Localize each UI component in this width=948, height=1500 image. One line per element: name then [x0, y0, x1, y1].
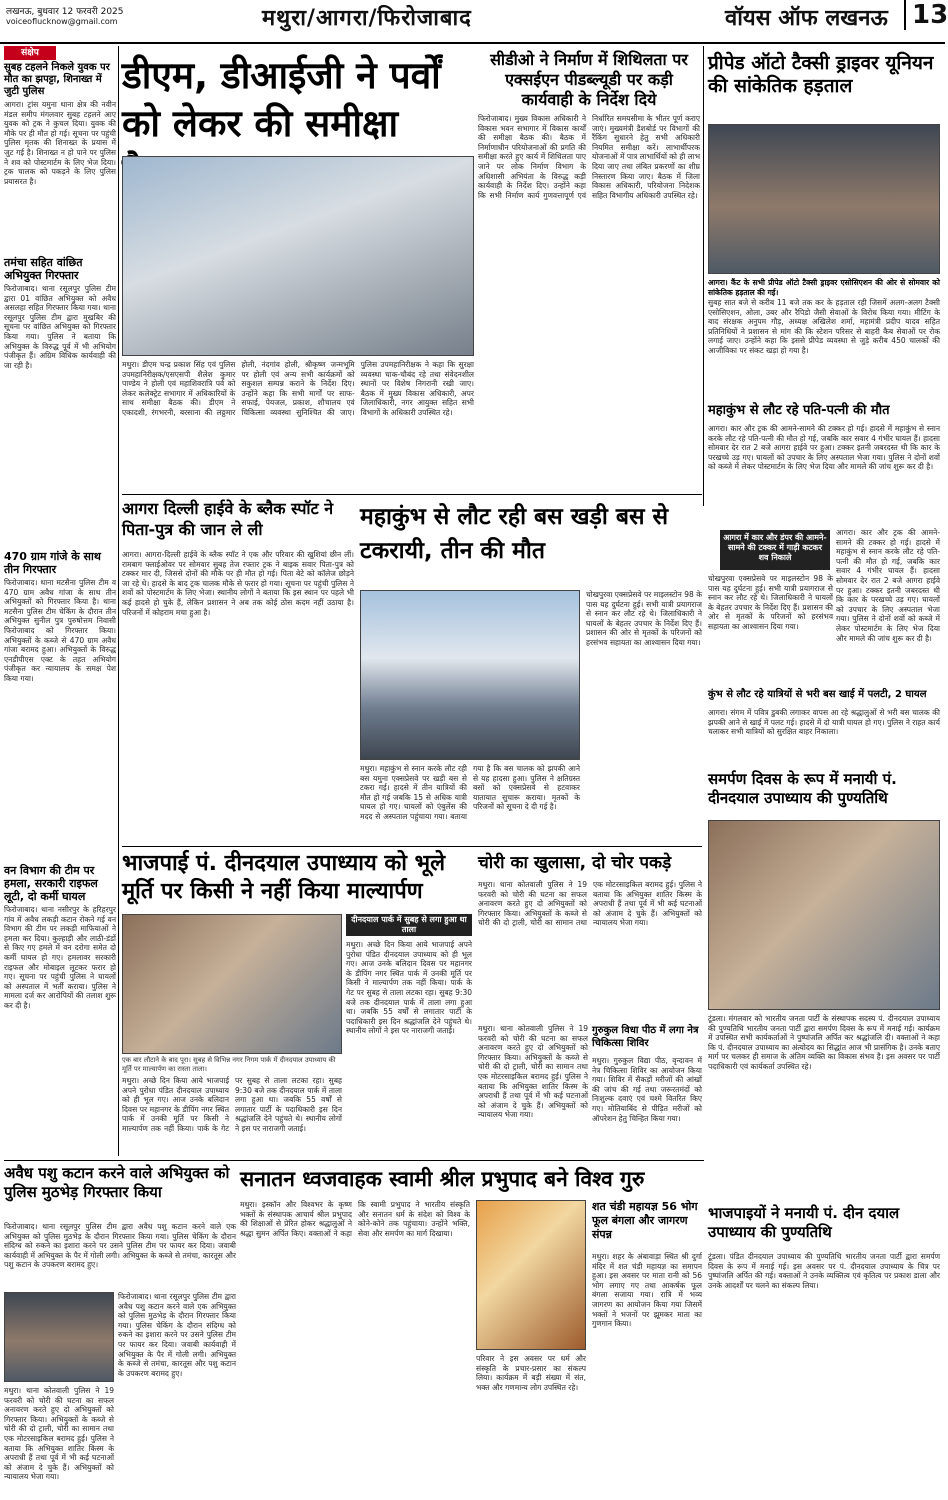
samarpan-photo — [708, 820, 940, 1010]
column-divider — [118, 46, 119, 1156]
sidebar-headline: वन विभाग की टीम पर हमला, सरकारी राइफल लूटी, दो कर्मी घायल — [4, 864, 98, 903]
sidebar-headline: सुबह टहलने निकले युवक पर मौत का झपट्टा, शिनाख्त में जुटी पुलिस — [4, 62, 110, 97]
prabhupad-photo — [476, 1200, 586, 1350]
pashu-photo — [4, 1292, 114, 1382]
murti-body: मथुरा। अच्छे दिन किया आये भाजपाई अपने पुरोधा पंडित दीनदयाल उपाध्याय को ही भूल गए। आज उनके बलिदान दिवस पर महानगर के डीपिंग नगर स्थित पार्क में उनकी मूर्ति पर किसी ने माल्यार्पण तक नहीं किया। पार्क के गेट पर सुबह से ताला लटका रहा। सुबह 9:30 बजे तक दीनदयाल पार्क में ताला लगा हुआ था। जबकि 55 वर्षों से लगातार पार्टी के पदाधिकारी इस दिन श्रद्धांजलि देने पहुंचते थे। स्थानीय लोगों ने इस पर नाराजगी जताई। — [122, 1076, 342, 1133]
auto-caption: आगरा। कैंट के सभी प्रीपेड ऑटो टैक्सी ड्राइवर एसोसिएशन की ओर से सोमवार को सांकेतिक हड़ताल की गई। — [708, 278, 940, 297]
sidebar-body: फिरोजाबाद। थाना रसूलपुर पुलिस टीम द्वारा 01 वांछित अभियुक्त को अवैध असलहा सहित गिरफ्तार किया गया। थाना रसूलपुर पुलिस टीम द्वारा मुखबिर की सूचना पर वांछित अभियुक्त को गिरफ्तार किया गया। पुलिस ने बताया कि अभियुक्त के विरुद्ध पूर्व में भी अभियोग पंजीकृत हैं। अग्रिम विधिक कार्यवाही की जा रही है। — [4, 284, 116, 370]
pashu-body-more: मथुरा। थाना कोतवाली पुलिस ने 19 फरवरी को चोरी की घटना का सफल अनावरण करते हुए दो अभियुक्तों को गिरफ्तार किया। अभियुक्तों के कब्जे से चोरी की दो ट्राली, चोरी का सामान तथा एक मोटरसाइकिल बरामद हुई। पुलिस ने बताया कि अभियुक्त शातिर किस्म के अपराधी हैं तथा पूर्व में भी कई घटनाओं को अंजाम दे चुके हैं। अभियुक्तों को न्यायालय भेजा गया। — [4, 1386, 114, 1482]
prabhupad-body: मथुरा। इस्कॉन और विश्वभर के कृष्ण भक्तों के संस्थापक आचार्य श्रील प्रभुपाद की शिक्षाओं से प्रेरित होकर श्रद्धालुओं ने श्रद्धा सुमन अर्पित किए। वक्ताओं ने कहा कि स्वामी प्रभुपाद ने भारतीय संस्कृति और सनातन धर्म के संदेश को विश्व के कोने-कोने तक पहुंचाया। उन्होंने भक्ति, सेवा और समर्पण का मार्ग दिखाया। — [240, 1200, 470, 1238]
kumbh-ghayal-body: आगरा। संगम में पवित्र डुबकी लगाकर वापस आ रहे श्रद्धालुओं से भरी बस चालक की झपकी आने से खाई में पलट गई। हादसे में दो यात्री घायल हो गए। पुलिस ने राहत कार्य चलाकर सभी यात्रियों को सुरक्षित बाहर निकाला। — [708, 708, 940, 737]
murti-side-body: मथुरा। अच्छे दिन किया आये भाजपाई अपने पुरोधा पंडित दीनदयाल उपाध्याय को ही भूल गए। आज उनके बलिदान दिवस पर महानगर के डीपिंग नगर स्थित पार्क में उनकी मूर्ति पर किसी ने माल्यार्पण तक नहीं किया। पार्क के गेट पर सुबह से ताला लटका रहा। सुबह 9:30 बजे तक दीनदयाल पार्क में ताला लगा हुआ था। जबकि 55 वर्षों से लगातार पार्टी के पदाधिकारी इस दिन श्रद्धांजलि देने पहुंचते थे। स्थानीय लोगों ने इस पर नाराजगी जताई। — [346, 940, 472, 1036]
bus-body: मथुरा। महाकुंभ से स्नान करके लौट रही बस यमुना एक्सप्रेसवे पर खड़ी बस से टकरा गई। हादसे में तीन यात्रियों की मौत हो गई जबकि 15 से अधिक यात्री घायल हो गए। घायलों को एंबुलेंस की मदद से अस्पताल पहुंचाया गया। बताया गया है कि बस चालक को झपकी आने से यह हादसा हुआ। पुलिस ने क्षतिग्रस्त बसों को एक्सप्रेसवे से हटवाकर यातायात सुचारू कराया। मृतकों के परिजनों को सूचना दे दी गई है। — [360, 764, 580, 821]
auto-headline: प्रीपेड ऑटो टैक्सी ड्राइवर यूनियन की सांकेतिक हड़ताल — [708, 52, 934, 97]
couple-pull-quote: आगरा में कार और डंपर की आमने-सामने की टक्कर में गाड़ी कटकर शव निकाले — [720, 530, 830, 570]
masthead — [0, 0, 948, 44]
sidebar-body: आगरा। ट्रांस यमुना थाना क्षेत्र की नवीन मंडल समीप मंगलवार सुबह टहलने आए युवक को ट्रक ने कुचल दिया। युवक की मौके पर ही मौत हो गई। सूचना पर पहुंची पुलिस मृतक की शिनाख्त के प्रयास में जुट गई है। शिनाख्त न हो पाने पर पुलिस ने शव को पोस्टमार्टम के लिए भेज दिया। ट्रक चालक को पकड़ने के लिए पुलिस प्रयासरत है। — [4, 100, 116, 186]
horizontal-rule — [4, 1160, 704, 1161]
pashu-body-continued: फिरोजाबाद। थाना रसूलपुर पुलिस टीम द्वारा अवैध पशु कटान करने वाले एक अभियुक्त को पुलिस मुठभेड़ के दौरान गिरफ्तार किया गया। पुलिस चेकिंग के दौरान संदिग्ध को रुकने का इशारा करने पर उसने पुलिस टीम पर फायर कर दिया। जवाबी कार्यवाही में अभियुक्त के पैर में गोली लगी। अभियुक्त के कब्जे से तमंचा, कारतूस और पशु कटान के उपकरण बरामद हुए। — [118, 1292, 236, 1378]
couple-body-more: चोखपुरवा एक्सप्रेसवे पर माइलस्टोन 98 के पास यह दुर्घटना हुई। सभी यात्री प्रयागराज से स्नान कर लौट रहे थे। जिलाधिकारी ने घायलों के बेहतर उपचार के निर्देश दिए हैं। प्रशासन की ओर से मृतकों के परिजनों को हरसंभव सहायता का आश्वासन दिया गया। — [708, 574, 833, 631]
sidebar-tag: संक्षेप — [4, 46, 56, 60]
couple-body: आगरा। कार और ट्रक की आमने-सामने की टक्कर हो गई। हादसे में महाकुंभ से स्नान करके लौट रहे पति-पत्नी की मौत हो गई, जबकि कार सवार 4 गंभीर घायल हैं। हादसा सोमवार देर रात 2 बजे आगरा हाईवे पर हुआ। टक्कर इतनी जबरदस्त थी कि कार के परखच्चे उड़ गए। घायलों को उपचार के लिए अस्पताल भेजा गया। पुलिस ने दोनों शवों को कब्जे में लेकर पोस्टमार्टम के लिए भेज दिया और मामले की जांच शुरू कर दी है। — [708, 424, 940, 472]
gurukul-headline: गुरुकुल विधा पीठ में लगा नेत्र चिकित्सा शिविर — [592, 1025, 699, 1049]
shatchandi-body: मथुरा। शहर के अंबावाड़ा स्थित श्री दुर्गा मंदिर में शत चंडी महायज्ञ का समापन हुआ। इस अवसर पर माता रानी को 56 भोग लगाए गए तथा आकर्षक फूल बंगला सजाया गया। रात्रि में भव्य जागरण का आयोजन किया गया जिसमें भक्तों ने भजनों पर झूमकर माता का गुणगान किया। — [592, 1252, 702, 1329]
delhi-highway-body: आगरा। आगरा-दिल्ली हाईवे के ब्लैक स्पॉट ने एक और परिवार की खुशियां छीन लीं। रामबाग फ्लाईओवर पर सोमवार सुबह तेज रफ्तार ट्रक ने बाइक सवार पिता-पुत्र को टक्कर मार दी, जिससे दोनों की मौके पर ही मौत हो गई। पिता बेटे को कॉलेज छोड़ने जा रहे थे। हादसे के बाद ट्रक चालक मौके से फरार हो गया। सूचना पर पहुंची पुलिस ने शवों को पोस्टमार्टम के लिए भेजा। स्थानीय लोगों ने बताया कि इस स्थान पर पहले भी कई हादसे हो चुके हैं, लेकिन प्रशासन ने अब तक कोई ठोस कदम नहीं उठाया है। परिजनों में कोहराम मचा हुआ है। — [122, 550, 354, 617]
shatchandi-headline: शत चंडी महायज्ञ 56 भोग फूल बंगला और जागरण संपन्न — [592, 1200, 698, 1241]
couple-headline: महाकुंभ से लौट रहे पति-पत्नी की मौत — [708, 403, 890, 418]
page-number: 13 — [904, 0, 948, 30]
kumbh-ghayal-headline: कुंभ से लौट रहे यात्रियों से भरी बस खाई में पलटी, 2 घायल — [708, 689, 927, 700]
bjp-punyatithi-headline: भाजपाइयों ने मनायी पं. दीन दयाल उपाध्याय की पुण्यतिथि — [708, 1204, 900, 1241]
section-title: मथुरा/आगरा/फिरोजाबाद — [262, 6, 472, 31]
gurukul-body: मथुरा। गुरुकुल विद्या पीठ, वृन्दावन में नेत्र चिकित्सा शिविर का आयोजन किया गया। शिविर में सैकड़ों मरीजों की आंखों की जांच की गई तथा जरूरतमंदों को निःशुल्क दवाएं एवं चश्मे वितरित किए गए। मोतियाबिंद से पीड़ित मरीजों को ऑपरेशन हेतु चिन्हित किया गया। — [592, 1056, 702, 1123]
chori-body: मथुरा। थाना कोतवाली पुलिस ने 19 फरवरी को चोरी की घटना का सफल अनावरण करते हुए दो अभियुक्तों को गिरफ्तार किया। अभियुक्तों के कब्जे से चोरी की दो ट्राली, चोरी का सामान तथा एक मोटरसाइकिल बरामद हुई। पुलिस ने बताया कि अभियुक्त शातिर किस्म के अपराधी हैं तथा पूर्व में भी कई घटनाओं को अंजाम दे चुके हैं। अभियुक्तों को न्यायालय भेजा गया। — [478, 880, 702, 928]
sidebar-headline: तमंचा सहित वांछित अभियुक्त गिरफ्तार — [4, 256, 83, 282]
chori-headline: चोरी का खुलासा, दो चोर पकड़े — [478, 853, 672, 873]
sidebar-body: फिरोजाबाद। थाना मटसैना पुलिस टीम व 470 ग्राम अवैध गांजा के साथ तीन अभियुक्तों को गिरफ्तार किया है। थाना मटसैना पुलिस टीम चेकिंग के दौरान तीन अभियुक्त सुनील पुत्र पुरुषोत्तम निवासी फिरोजाबाद को गिरफ्तार किया। अभियुक्तों के कब्जे से 470 ग्राम अवैध गांजा बरामद हुआ। अभियुक्तों के विरुद्ध एनडीपीएस एक्ट के तहत अभियोग पंजीकृत कर न्यायालय के समक्ष पेश किया गया। — [4, 578, 116, 683]
column-divider — [703, 46, 704, 506]
sidebar-body: फिरोजाबाद। थाना नसीरपुर के हरिहरपुर गांव में अवैध लकड़ी कटान रोकने गई वन विभाग की टीम पर लकड़ी माफियाओं ने हमला कर दिया। कुल्हाड़ी और लाठी-डंडों से किए गए हमले में वन दरोगा समेत दो कर्मी घायल हो गए। हमलावर सरकारी राइफल और मोबाइल लूटकर फरार हो गए। सूचना पर पहुंची पुलिस ने घायलों को अस्पताल में भर्ती कराया। पुलिस ने मामला दर्ज कर आरोपियों की तलाश शुरू कर दी है। — [4, 905, 116, 1010]
lead-photo — [122, 156, 474, 356]
pashu-body: फिरोजाबाद। थाना रसूलपुर पुलिस टीम द्वारा अवैध पशु कटान करने वाले एक अभियुक्त को पुलिस मुठभेड़ के दौरान गिरफ्तार किया गया। पुलिस चेकिंग के दौरान संदिग्ध को रुकने का इशारा करने पर उसने पुलिस टीम पर फायर कर दिया। जवाबी कार्यवाही में अभियुक्त के पैर में गोली लगी। अभियुक्त के कब्जे से तमंचा, कारतूस और पशु कटान के उपकरण बरामद हुए। — [4, 1222, 236, 1270]
samarpan-body: टूंडला। मंगलवार को भारतीय जनता पार्टी के संस्थापक सदस्य पं. दीनदयाल उपाध्याय की पुण्यतिथि भारतीय जनता पार्टी द्वारा समर्पण दिवस के रूप में मनाई गई। कार्यक्रम में उपस्थित सभी कार्यकर्ताओं ने पुष्पांजलि अर्पित कर श्रद्धांजलि दी। वक्ताओं ने कहा कि पं. दीनदयाल उपाध्याय का अंत्योदय का सिद्धांत आज भी प्रासंगिक है। उनके बताए मार्ग पर चलकर ही समाज के अंतिम व्यक्ति का विकास संभव है। इस अवसर पर पार्टी पदाधिकारी एवं कार्यकर्ता उपस्थित रहे। — [708, 1014, 940, 1071]
couple-body-continued: आगरा। कार और ट्रक की आमने-सामने की टक्कर हो गई। हादसे में महाकुंभ से स्नान करके लौट रहे पति-पत्नी की मौत हो गई, जबकि कार सवार 4 गंभीर घायल हैं। हादसा सोमवार देर रात 2 बजे आगरा हाईवे पर हुआ। टक्कर इतनी जबरदस्त थी कि कार के परखच्चे उड़ गए। घायलों को उपचार के लिए अस्पताल भेजा गया। पुलिस ने दोनों शवों को कब्जे में लेकर पोस्टमार्टम के लिए भेज दिया और मामले की जांच शुरू कर दी है। — [836, 528, 940, 643]
sidebar-headline: 470 ग्राम गांजे के साथ तीन गिरफ्तार — [4, 550, 101, 576]
auto-photo — [708, 124, 940, 274]
murti-photo — [122, 914, 342, 1054]
murti-photo-caption: एक बार लौटाने के बाद पूरा। सुबह से विभिन्न नगर निगम पार्क में दीनदयाल उपाध्याय की मूर्ति पर माल्यार्पण का रास्ता ताला। — [122, 1056, 336, 1073]
lead-headline: डीएम, डीआईजी ने पर्वों को लेकर की समीक्षा — [122, 54, 441, 145]
chori-body-continued: मथुरा। थाना कोतवाली पुलिस ने 19 फरवरी को चोरी की घटना का सफल अनावरण करते हुए दो अभियुक्तों को गिरफ्तार किया। अभियुक्तों के कब्जे से चोरी की दो ट्राली, चोरी का सामान तथा एक मोटरसाइकिल बरामद हुई। पुलिस ने बताया कि अभियुक्त शातिर किस्म के अपराधी हैं तथा पूर्व में भी कई घटनाओं को अंजाम दे चुके हैं। अभियुक्तों को न्यायालय भेजा गया। — [478, 1024, 588, 1120]
lead-body: मथुरा। डीएम चन्द्र प्रकाश सिंह एवं पुलिस उपमहानिरीक्षक/एसएसपी शैलेश कुमार पाण्डेय ने होली एवं महाशिवरात्रि पर्व को लेकर कलेक्ट्रेट सभागार में अधिकारियों के साथ समीक्षा बैठक की। डीएम ने एकादशी, रंगभरनी, बरसाना की लठ्ठमार होली, नंदगांव होली, श्रीकृष्ण जन्मभूमि पर होली एवं अन्य सभी कार्यक्रमों को सकुशल सम्पन्न कराने के निर्देश दिए। उन्होंने कहा कि सभी मार्गों पर साफ-सफाई, पेयजल, प्रकाश, शौचालय एवं चिकित्सा व्यवस्था सुनिश्चित की जाए। पुलिस उपमहानिरीक्षक ने कहा कि सुरक्षा व्यवस्था चाक-चौबंद रहे तथा संवेदनशील स्थानों पर विशेष निगरानी रखी जाए। बैठक में मुख्य विकास अधिकारी, अपर जिलाधिकारी, नगर आयुक्त सहित सभी विभागों के अधिकारी उपस्थित रहे। — [122, 360, 474, 417]
bjp-punyatithi-body: टूंडला। पंडित दीनदयाल उपाध्याय की पुण्यतिथि भारतीय जनता पार्टी द्वारा समर्पण दिवस के रूप में मनाई गई। इस अवसर पर पं. दीनदयाल उपाध्याय के चित्र पर पुष्पांजलि अर्पित की गई। वक्ताओं ने उनके व्यक्तित्व एवं कृतित्व पर प्रकाश डाला और उनके आदर्शों पर चलने का संकल्प लिया। — [708, 1252, 940, 1290]
contact-email: voiceoflucknow@gmail.com — [6, 17, 118, 26]
prabhupad-side-body: परिवार ने इस अवसर पर धर्म और संस्कृति के प्रचार-प्रसार का संकल्प लिया। कार्यक्रम में बड़ी संख्या में संत, भक्त और गणमान्य लोग उपस्थित रहे। — [476, 1354, 586, 1392]
sidebar — [4, 62, 116, 1152]
issue-date: लखनऊ, बुधवार 12 फरवरी 2025 — [6, 7, 124, 17]
auto-body: सुबह सात बजे से करीब 11 बजे तक कर के हड़ताल रही जिसमें अलग-अलग टैक्सी एसोसिएशन, ओला, उबर और रैपिडो जैसी सेवाओं के विरोध किया गया। मीटिंग के बाद संरक्षक अनुपम गौड़, अध्यक्ष अखिलेश शर्मा, महामंत्री प्रदीप यादव सहित प्रतिनिधियों ने प्रशासन से मांग की कि स्टेशन परिसर से बाहरी कैब सेवाओं पर रोक लगाई जाए। उन्होंने कहा कि इससे प्रीपेड व्यवस्था से जुड़े करीब 450 चालकों की आजीविका पर संकट खड़ा हो गया है। — [708, 298, 940, 355]
brand-logo: वॉयस ऑफ लखनऊ — [725, 6, 888, 31]
murti-headline: भाजपाई पं. दीनदयाल उपाध्याय को भूले मूर्ति पर किसी ने नहीं किया माल्यार्पण — [122, 851, 445, 904]
samarpan-headline: समर्पण दिवस के रूप में मनायी पं. दीनदयाल उपाध्याय की पुण्यतिथि — [708, 770, 897, 807]
bus-headline: महाकुंभ से लौट रही बस खड़ी बस से टकरायी, तीन की मौत — [360, 504, 669, 564]
pashu-headline: अवैध पशु कटान करने वाले अभियुक्त को पुलिस मुठभेड़ गिरफ्तार किया — [4, 1164, 230, 1201]
sdo-headline: सीडीओ ने निर्माण में शिथिलता पर एक्सईएन पीडब्ल्यूडी पर कड़ी कार्यवाही के निर्देश दिये — [490, 50, 688, 109]
murti-caption-tag: दीनदयाल पार्क में सुबह से लगा हुआ था ताला — [346, 914, 472, 936]
bus-side-body: चोखपुरवा एक्सप्रेसवे पर माइलस्टोन 98 के पास यह दुर्घटना हुई। सभी यात्री प्रयागराज से स्नान कर लौट रहे थे। जिलाधिकारी ने घायलों के बेहतर उपचार के निर्देश दिए हैं। प्रशासन की ओर से मृतकों के परिजनों को हरसंभव सहायता का आश्वासन दिया गया। — [586, 590, 702, 647]
sdo-body: फिरोजाबाद। मुख्य विकास अधिकारी ने विकास भवन सभागार में विकास कार्यों की समीक्षा बैठक की। बैठक में निर्माणाधीन परियोजनाओं की प्रगति की समीक्षा करते हुए कार्य में शिथिलता पाए जाने पर लोक निर्माण विभाग के अधिशासी अभियंता के विरुद्ध कड़ी कार्यवाही के निर्देश दिए। उन्होंने कहा कि सभी निर्माण कार्य गुणवत्तापूर्ण एवं निर्धारित समयसीमा के भीतर पूर्ण कराए जाएं। मुख्यमंत्री डैशबोर्ड पर विभागों की रैंकिंग सुधारने हेतु सभी अधिकारी नियमित समीक्षा करें। लाभार्थीपरक योजनाओं में पात्र लाभार्थियों को ही लाभ दिया जाए तथा लंबित प्रकरणों का शीघ्र निस्तारण किया जाए। बैठक में जिला विकास अधिकारी, परियोजना निदेशक सहित विभागीय अधिकारी उपस्थित रहे। — [478, 114, 700, 200]
delhi-highway-headline: आगरा दिल्ली हाईवे के ब्लैक स्पॉट ने पिता-पुत्र की जान ले ली — [122, 499, 334, 539]
horizontal-rule — [122, 494, 702, 495]
bus-photo — [360, 590, 580, 760]
horizontal-rule — [122, 846, 702, 847]
prabhupad-headline: सनातन ध्वजवाहक स्वामी श्रील प्रभुपाद बने विश्व गुरु — [240, 1167, 645, 1191]
